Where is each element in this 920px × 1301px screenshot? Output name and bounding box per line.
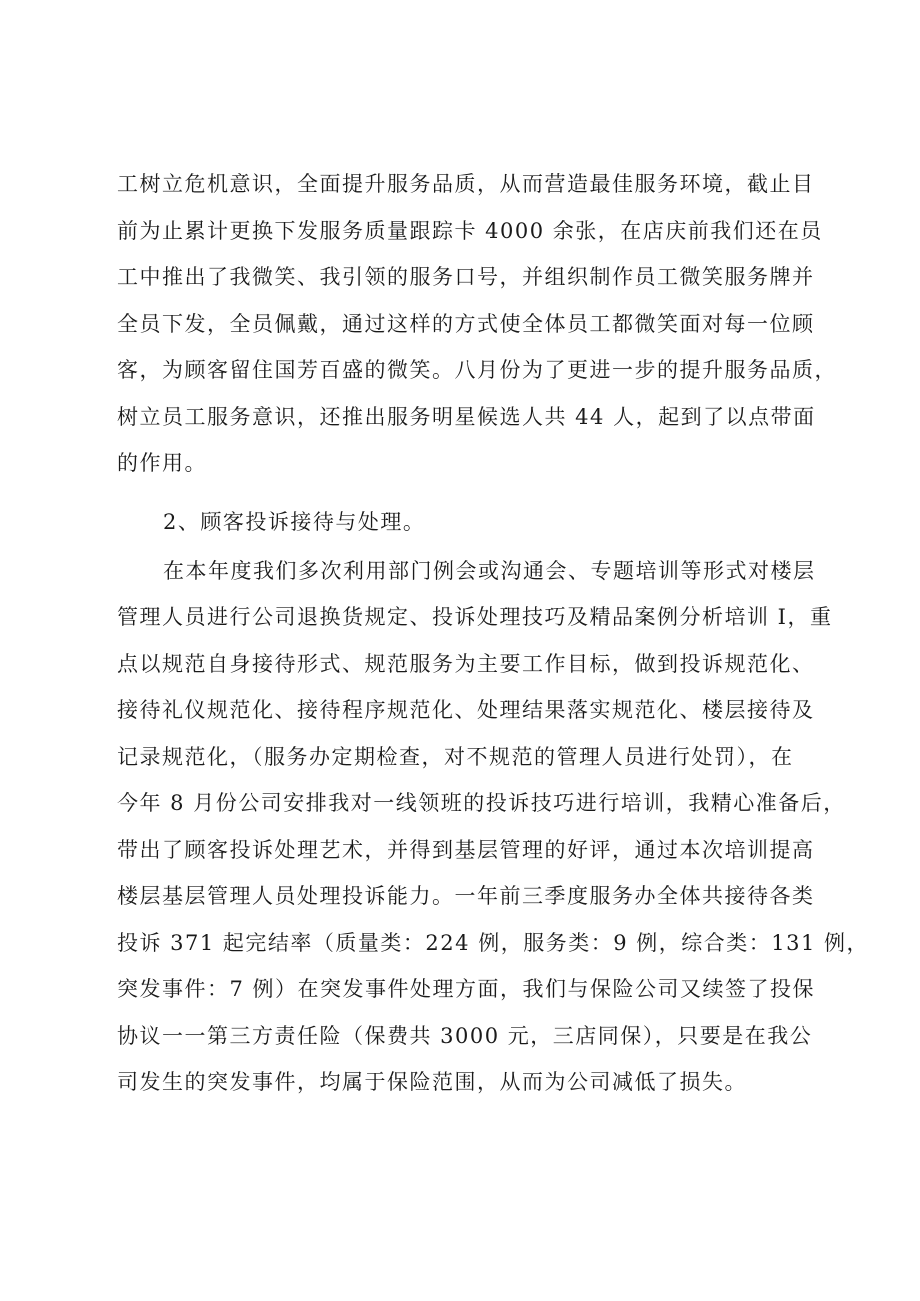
paragraph1-line: 工树立危机意识，全面提升服务品质，从而营造最佳服务环境，截止目: [117, 172, 815, 196]
paragraph2-line: 楼层基层管理人员处理投诉能力。一年前三季度服务办全体共接待各类: [117, 884, 815, 908]
paragraph1-line: 全员下发，全员佩戴，通过这样的方式使全体员工都微笑面对每一位顾: [117, 312, 815, 336]
paragraph2-line: 点以规范自身接待形式、规范服务为主要工作目标，做到投诉规范化、: [117, 652, 815, 676]
paragraph2-line: 管理人员进行公司退换货规定、投诉处理技巧及精品案例分析培训 I，重: [117, 605, 833, 629]
paragraph1-line: 树立员工服务意识，还推出服务明星候选人共 44 人，起到了以点带面: [117, 405, 816, 429]
paragraph2-line: 今年 8 月份公司安排我对一线领班的投诉技巧进行培训，我精心准备后，: [117, 791, 846, 815]
paragraph2-line: 投诉 371 起完结率（质量类：224 例，服务类：9 例，综合类：131 例，: [117, 931, 869, 955]
paragraph2-line: 带出了顾客投诉处理艺术，并得到基层管理的好评，通过本次培训提高: [117, 838, 815, 862]
paragraph2-line: 接待礼仪规范化、接待程序规范化、处理结果落实规范化、楼层接待及: [117, 698, 815, 722]
paragraph2-line: 协议一一第三方责任险（保费共 3000 元，三店同保），只要是在我公: [117, 1024, 813, 1048]
paragraph2-line: 在本年度我们多次利用部门例会或沟通会、专题培训等形式对楼层: [163, 559, 816, 583]
paragraph1-line: 的作用。: [117, 451, 207, 475]
paragraph1-line: 客，为顾客留住国芳百盛的微笑。八月份为了更进一步的提升服务品质，: [117, 358, 837, 382]
paragraph2-line: 司发生的突发事件，均属于保险范围，从而为公司减低了损失。: [117, 1070, 747, 1094]
paragraph2-line: 突发事件：7 例）在突发事件处理方面，我们与保险公司又续签了投保: [117, 977, 816, 1001]
section-heading: 2、顾客投诉接待与处理。: [163, 510, 426, 534]
paragraph1-line: 前为止累计更换下发服务质量跟踪卡 4000 余张，在店庆前我们还在员: [117, 219, 823, 243]
paragraph2-line: 记录规范化，（服务办定期检查，对不规范的管理人员进行处罚），在: [117, 745, 794, 769]
paragraph1-line: 工中推出了我微笑、我引领的服务口号，并组织制作员工微笑服务牌并: [117, 265, 815, 289]
